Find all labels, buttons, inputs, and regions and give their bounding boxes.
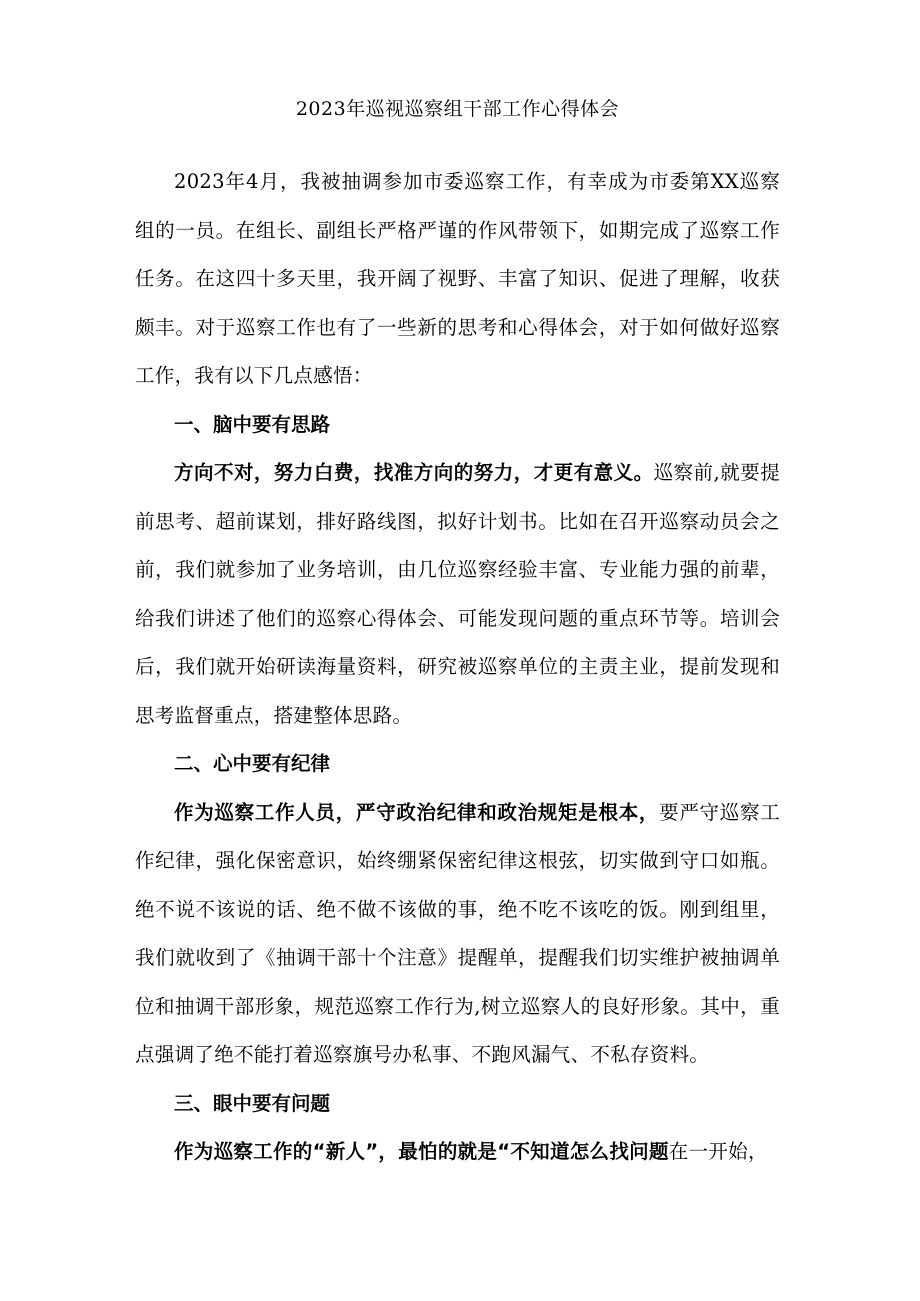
- section-1-lead: 方向不对，努力白费，找准方向的努力，才更有意义。: [174, 461, 654, 484]
- section-2-lead: 作为巡察工作人员，严守政治纪律和政治规矩是根本，: [174, 800, 660, 824]
- section-2-paragraph: [135, 789, 780, 1080]
- section-3-heading: 三、眼中要有问题: [174, 1091, 331, 1115]
- section-2-heading: 二、心中要有纪律: [174, 752, 331, 775]
- section-3-lead: 作为巡察工作的“新人”，最怕的就是“不知道怎么找问题: [174, 1140, 669, 1163]
- section-3-paragraph: [135, 1128, 780, 1177]
- section-1-paragraph: [135, 449, 780, 740]
- intro-paragraph: 2023年4月，我被抽调参加市委巡察工作，有幸成为市委第XX巡察组的一员。在组长、副组长严格严谨的作风带领下，如期完成了巡察工作任务。在这四十多天里，我开阔了视野、丰富了知识、促进了理解，收获颇丰。对于巡察工作也有了一些新的思考和心得体会，对于如何做好巡察工作，我有以下几点感悟：: [135, 170, 780, 387]
- section-1-body: 巡察前,就要提前思考、超前谋划，排好路线图，拟好计划书。比如在召开巡察动员会之前，我们就参加了业务培训，由几位巡察经验丰富、专业能力强的前辈，给我们讲述了他们的巡察心得体会、可能发现问题的重点环节等。培训会后，我们就开始研读海量资料，研究被巡察单位的主责主业，提前发现和思考监督重点，搭建整体思路。: [135, 461, 780, 727]
- section-1-heading: 一、脑中要有思路: [174, 412, 331, 436]
- document-title: 2023年巡视巡察组干部工作心得体会: [295, 98, 620, 120]
- section-3-body: 在一开始，: [668, 1140, 768, 1163]
- section-2-body: 要严守巡察工作纪律，强化保密意识，始终绷紧保密纪律这根弦，切实做到守口如瓶。绝不说不该说的话、绝不做不该做的事，绝不吃不该吃的饭。刚到组里，我们就收到了《抽调干部十个注意》提醒单，提醒我们切实维护被抽调单位和抽调干部形象，规范巡察工作行为,树立巡察人的良好形象。其中，重点强调了绝不能打着巡察旗号办私事、不跑风漏气、不私存资料。: [135, 800, 780, 1066]
